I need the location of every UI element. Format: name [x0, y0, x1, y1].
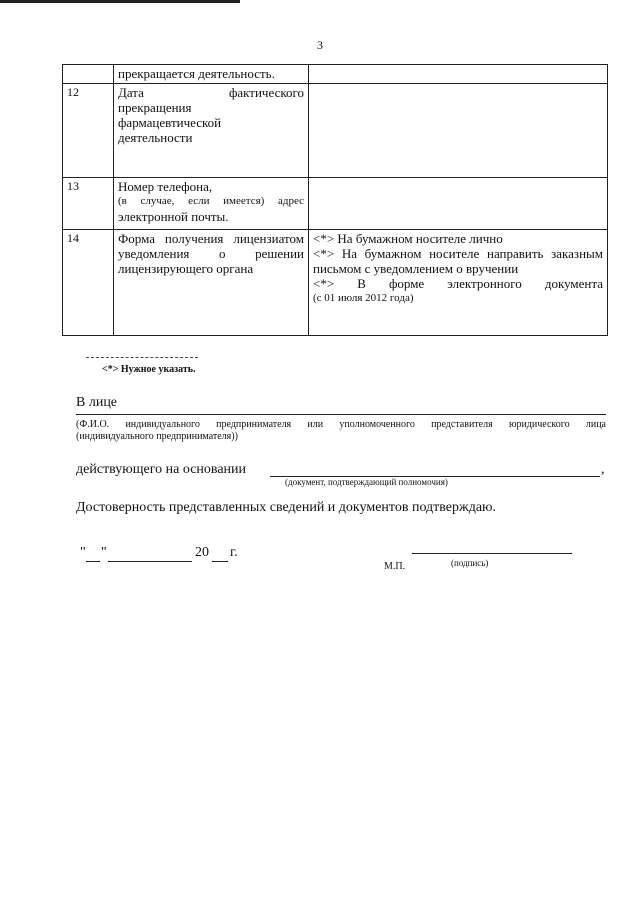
row-value-cell	[309, 65, 608, 84]
row-label-cell	[114, 230, 309, 336]
option-paper-registered-mail: <*> На бумажном носителе направить заказным письмом с уведомлением о вручении	[313, 246, 603, 276]
seal-place-label: М.П.	[384, 561, 406, 572]
page-number: 3	[317, 38, 323, 52]
basis-note: (документ, подтверждающий полномочия)	[285, 477, 448, 487]
row-label-cell	[114, 178, 309, 230]
row-value-cell	[309, 178, 608, 230]
v-lice-label: В лице	[76, 395, 118, 410]
row-label-cell: прекращается деятельность.	[114, 65, 309, 84]
row-value-cell	[309, 230, 608, 336]
table-row-14	[63, 230, 608, 336]
date-month-line	[108, 561, 192, 562]
row-label-line: (в случае, если имеется) адрес	[118, 195, 304, 207]
signature-note: (подпись)	[451, 558, 489, 568]
row-number: 13	[63, 178, 114, 230]
scan-edge-mark	[0, 0, 240, 3]
fio-note-line: (Ф.И.О. индивидуального предпринимателя или уполномоченного представителя юридического лица	[76, 419, 606, 430]
fio-note	[76, 419, 606, 443]
row-label-line: Номер телефона,	[118, 179, 213, 194]
date-year-suffix: г.	[230, 545, 238, 560]
row-label-text: прекращения фармацевтической деятельности	[118, 100, 222, 145]
date-year-prefix: 20	[195, 545, 209, 560]
basis-comma: ,	[601, 462, 605, 477]
option-paper-in-person: <*> На бумажном носителе лично	[313, 231, 503, 246]
option-electronic: <*> В форме электронного документа	[313, 276, 603, 291]
row-label-text: Форма получения лицензиатом уведомления о решении лицензирующего органа	[118, 231, 304, 276]
date-year-line	[212, 561, 228, 562]
row-number: 14	[63, 230, 114, 336]
basis-label: действующего на основании	[76, 462, 247, 477]
footnote: <*> Нужное указать.	[102, 364, 196, 375]
signature-line	[412, 553, 572, 554]
form-table	[62, 64, 608, 336]
row-label-line: электронной почты.	[118, 209, 229, 224]
row-number: 12	[63, 84, 114, 178]
date-close-quote: "	[101, 545, 107, 560]
option-electronic-date: (с 01 июля 2012 года)	[313, 292, 414, 304]
table-row-continued	[63, 65, 608, 84]
row-value-cell	[309, 84, 608, 178]
date-open-quote: "	[80, 545, 86, 560]
v-lice-fill-line	[76, 414, 606, 415]
date-day-line	[86, 561, 100, 562]
confirmation-statement: Достоверность представленных сведений и документов подтверждаю.	[76, 500, 496, 515]
table-row-12	[63, 84, 608, 178]
row-label-line: Дата фактического	[118, 85, 304, 100]
footnote-separator	[86, 357, 198, 358]
table-row-13	[63, 178, 608, 230]
fio-note-line: (индивидуального предпринимателя))	[76, 431, 238, 442]
row-number-cell	[63, 65, 114, 84]
row-label-cell	[114, 84, 309, 178]
